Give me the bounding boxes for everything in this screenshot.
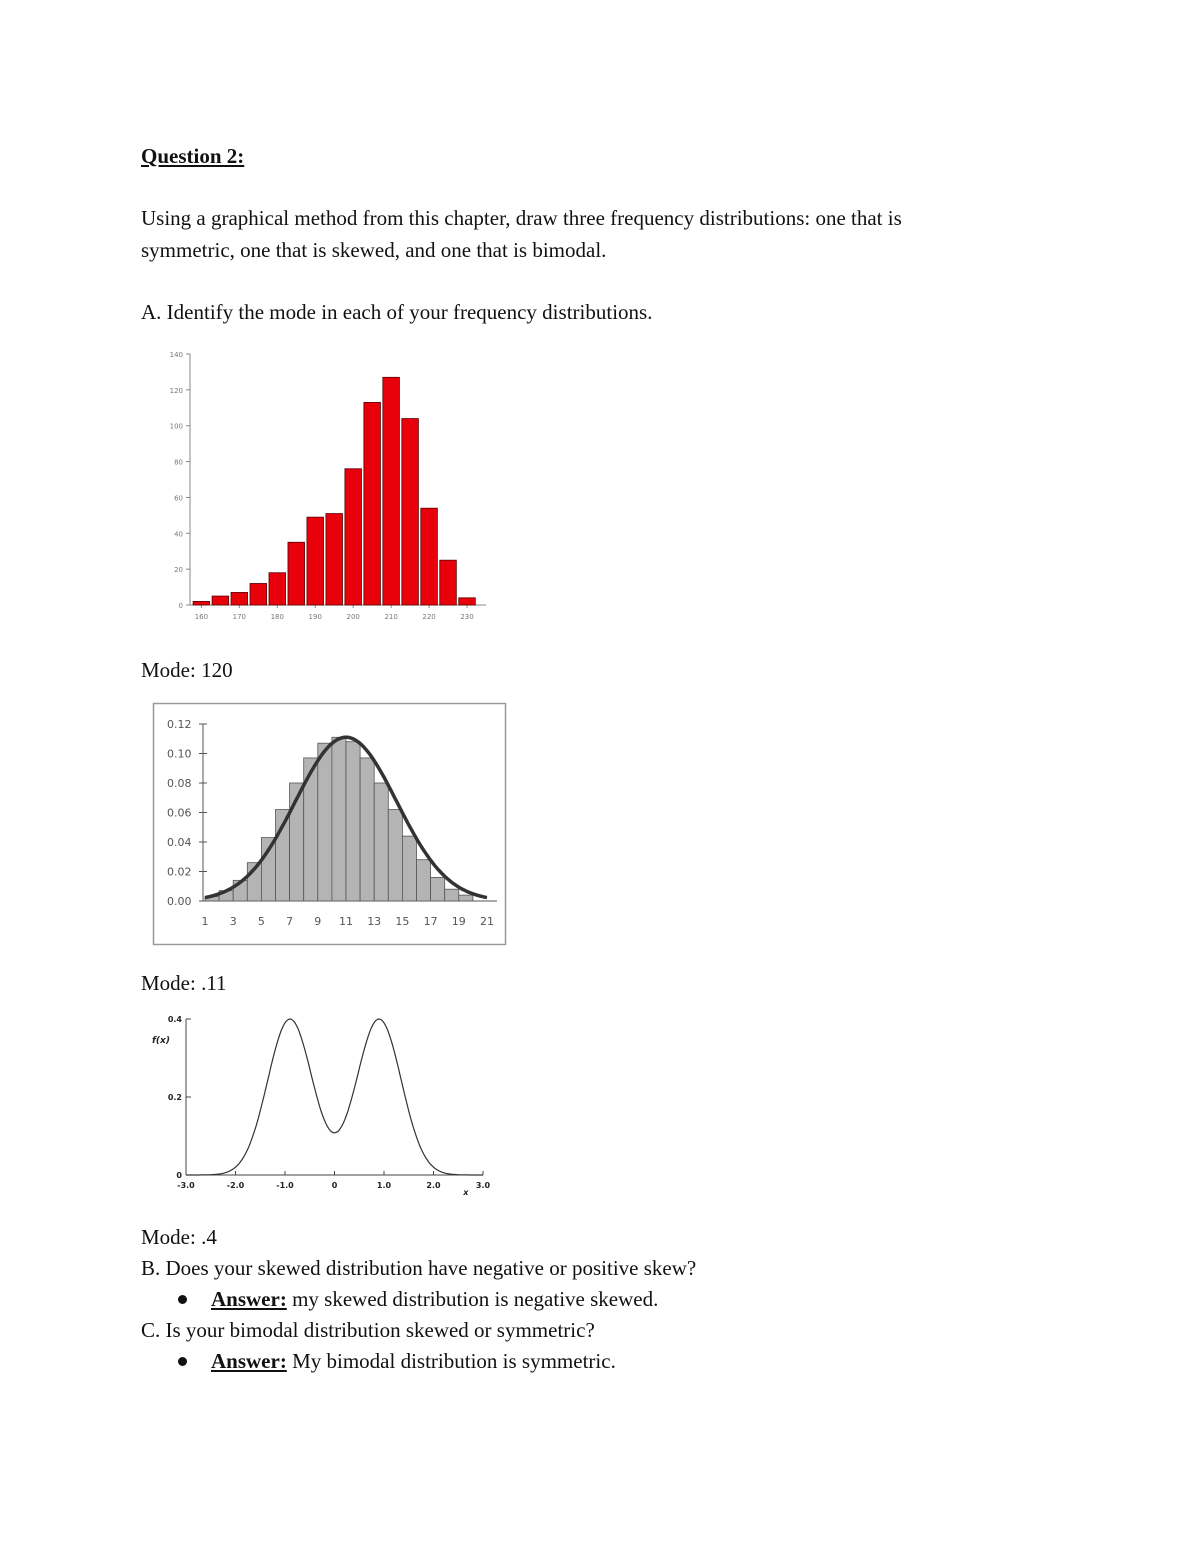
chart1-x-tick-label: 210	[384, 613, 398, 621]
chart1-bar	[459, 598, 476, 605]
symmetric-histogram-chart	[153, 703, 506, 946]
answer-b	[178, 1286, 658, 1312]
answer-c-text: My bimodal distribution is symmetric.	[286, 1349, 616, 1373]
chart2-y-tick-label: 0.06	[167, 806, 192, 820]
chart3-x-tick-label: 2.0	[426, 1181, 441, 1190]
chart3-x-tick-label: 3.0	[475, 1181, 491, 1190]
chart1-y-tick-label: 60	[174, 494, 183, 503]
chart1-x-tick-label: 190	[308, 613, 322, 621]
chart2-bar	[445, 889, 459, 901]
chart2-bar	[360, 758, 374, 901]
chart1-bar	[269, 573, 286, 605]
prompt-line-2: symmetric, one that is skewed, and one that is bimodal.	[141, 238, 607, 262]
chart1-x-tick-label: 170	[232, 613, 247, 621]
part-c-question: C. Is your bimodal distribution skewed or symmetric?	[141, 1318, 595, 1342]
mode-1: Mode: 120	[141, 658, 233, 682]
chart2-y-tick-label: 0.00	[167, 895, 192, 908]
chart2-bar	[388, 810, 402, 901]
chart3-x-tick-label: -1.0	[276, 1181, 294, 1190]
chart2-x-tick-label: 9	[314, 915, 322, 928]
chart2-y-tick-label: 0.10	[167, 747, 192, 761]
chart1-bar	[402, 419, 419, 605]
chart1-bar	[383, 377, 400, 605]
question-heading: Question 2:	[141, 144, 245, 168]
bimodal-curve-chart	[140, 1010, 500, 1200]
chart2-bar	[431, 877, 445, 901]
chart3-bimodal-curve	[186, 1019, 483, 1175]
chart3-x-tick-label: -3.0	[177, 1181, 195, 1190]
chart2-x-tick-label: 5	[257, 915, 265, 928]
chart2-bar	[402, 836, 416, 901]
chart2-bar	[318, 743, 332, 901]
chart1-y-tick-label: 0	[178, 602, 183, 610]
chart2-x-tick-label: 11	[339, 915, 353, 928]
chart2-x-tick-label: 21	[480, 915, 494, 928]
chart3-y-tick-label: 0.2	[167, 1093, 182, 1102]
chart1-x-tick-label: 230	[460, 613, 474, 621]
chart1-x-tick-label: 160	[194, 613, 209, 621]
prompt-line-1: Using a graphical method from this chapter, draw three frequency distributions: one that is	[141, 206, 902, 230]
chart1-bar	[231, 592, 248, 605]
chart3-x-axis-label: x	[463, 1188, 469, 1197]
chart2-y-tick-label: 0.12	[167, 718, 192, 731]
chart3-x-tick-label: 1.0	[376, 1181, 392, 1190]
chart2-x-tick-label: 19	[451, 915, 466, 928]
chart1-x-tick-label: 180	[270, 613, 284, 621]
chart1-x-tick-label: 200	[346, 613, 360, 621]
chart3-x-tick-label: 0	[331, 1181, 338, 1190]
chart1-bar	[193, 601, 210, 605]
chart2-bar	[417, 860, 431, 901]
chart1-bar	[364, 402, 381, 605]
chart1-bar	[421, 508, 438, 605]
chart2-x-tick-label: 15	[395, 915, 410, 928]
chart1-y-tick-label: 100	[169, 422, 183, 431]
mode-2: Mode: .11	[141, 971, 227, 995]
chart3-y-tick-label: 0.4	[167, 1015, 182, 1024]
answer-c	[178, 1348, 616, 1374]
answer-b-text: my skewed distribution is negative skewed.	[286, 1287, 659, 1311]
skewed-histogram-chart	[150, 345, 490, 630]
chart1-bar	[440, 560, 457, 605]
chart3-y-axis-label: f(x)	[152, 1036, 170, 1046]
chart2-bar	[374, 783, 388, 901]
chart2-x-tick-label: 1	[201, 915, 209, 928]
chart1-y-tick-label: 120	[169, 386, 183, 395]
answer-b-label: Answer:	[211, 1287, 287, 1311]
chart1-bar	[212, 596, 229, 605]
chart2-y-tick-label: 0.02	[167, 865, 192, 879]
chart2-bar	[346, 742, 360, 901]
mode-3: Mode: .4	[141, 1225, 217, 1249]
bullet-icon	[178, 1357, 187, 1366]
part-a-question: A. Identify the mode in each of your frequency distributions.	[141, 300, 653, 324]
chart1-y-tick-label: 20	[174, 566, 183, 575]
chart1-y-tick-label: 140	[169, 351, 183, 359]
chart1-x-tick-label: 220	[422, 613, 436, 621]
chart1-y-tick-label: 40	[174, 530, 183, 539]
chart1-bar	[326, 514, 343, 605]
chart1-bar	[250, 583, 267, 605]
chart3-x-tick-label: -2.0	[226, 1181, 245, 1190]
chart2-x-tick-label: 13	[367, 915, 382, 928]
chart2-bar	[459, 895, 473, 901]
chart2-bar	[332, 737, 346, 901]
chart3-y-tick-label: 0	[176, 1171, 182, 1180]
part-b-question: B. Does your skewed distribution have negative or positive skew?	[141, 1256, 697, 1280]
chart1-bar	[288, 542, 305, 605]
chart2-x-tick-label: 3	[229, 915, 237, 928]
chart2-y-tick-label: 0.04	[167, 836, 192, 849]
chart1-y-tick-label: 80	[174, 458, 183, 467]
chart2-x-tick-label: 7	[286, 915, 294, 928]
chart2-y-tick-label: 0.08	[167, 777, 192, 790]
chart1-bar	[307, 517, 324, 605]
chart1-bar	[345, 469, 362, 605]
answer-c-label: Answer:	[211, 1349, 287, 1373]
chart2-x-tick-label: 17	[423, 915, 438, 928]
bullet-icon	[178, 1295, 187, 1304]
